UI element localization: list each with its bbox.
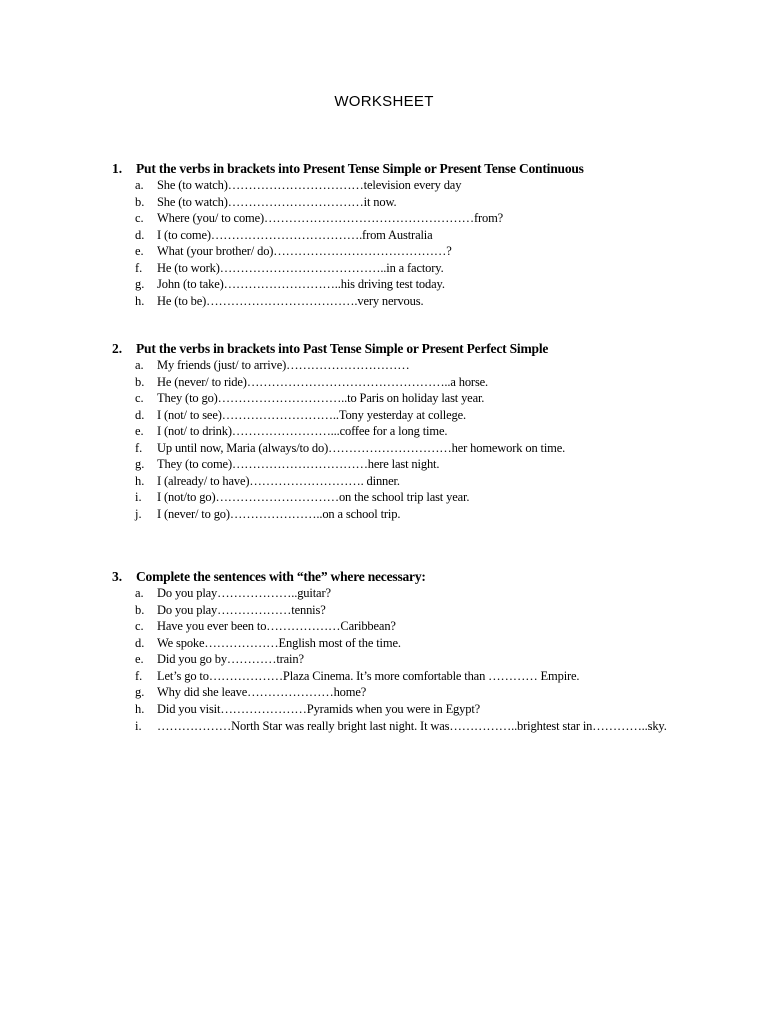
item-letter: d. xyxy=(135,407,145,422)
item-letter: g. xyxy=(135,277,145,291)
item-letter: g. xyxy=(135,685,145,699)
list-item xyxy=(112,227,682,244)
section-2 xyxy=(112,341,682,522)
item-text: I (already/ to have)………………………. dinner. xyxy=(157,473,400,488)
item-text: She (to watch)……………………………television every day xyxy=(157,178,462,192)
list-item xyxy=(112,618,682,635)
section-number: 1. xyxy=(112,161,123,176)
item-letter: a. xyxy=(135,586,144,600)
list-item xyxy=(112,293,682,310)
exercise-list xyxy=(112,357,682,522)
item-text: She (to watch)……………………………it now. xyxy=(157,194,397,209)
list-item xyxy=(112,374,682,391)
item-text: I (not/ to drink)……………………...coffee for a long time. xyxy=(157,424,448,438)
item-text: Why did she leave…………………home? xyxy=(157,685,367,699)
item-text: I (not/to go)…………………………on the school trip last year. xyxy=(157,490,470,504)
section-number: 2. xyxy=(112,341,123,356)
item-text: Do you play………………tennis? xyxy=(157,602,326,617)
section-3 xyxy=(112,569,682,736)
list-item xyxy=(112,635,682,652)
list-item xyxy=(112,473,682,490)
list-item xyxy=(112,489,682,506)
item-letter: c. xyxy=(135,619,144,633)
item-letter: b. xyxy=(135,194,145,209)
item-text: ………………North Star was really bright last night. It was……………..brightest star in…………..sky. xyxy=(157,719,667,733)
item-letter: f. xyxy=(135,440,143,455)
item-text: Did you visit…………………Pyramids when you were in Egypt? xyxy=(157,701,481,716)
item-letter: e. xyxy=(135,652,144,666)
item-text: My friends (just/ to arrive)………………………… xyxy=(157,358,410,372)
list-item xyxy=(112,717,682,736)
list-item xyxy=(112,177,682,194)
list-item xyxy=(112,423,682,440)
list-item xyxy=(112,357,682,374)
item-letter: e. xyxy=(135,244,144,258)
section-1 xyxy=(112,161,682,309)
section-heading xyxy=(112,341,682,357)
item-letter: h. xyxy=(135,473,145,488)
item-text: Where (you/ to come)……………………………………………from? xyxy=(157,211,504,225)
page-title: WORKSHEET xyxy=(334,93,434,110)
list-item xyxy=(112,276,682,293)
list-item xyxy=(112,585,682,602)
list-item xyxy=(112,602,682,619)
exercise-list xyxy=(112,177,682,309)
item-text: Let’s go to………………Plaza Cinema. It’s more comfortable than ………… Empire. xyxy=(157,668,580,683)
item-text: What (your brother/ do)……………………………………? xyxy=(157,244,452,258)
item-text: Have you ever been to………………Caribbean? xyxy=(157,619,396,633)
section-instruction: Put the verbs in brackets into Present Tense Simple or Present Tense Continuous xyxy=(136,161,584,176)
list-item xyxy=(112,506,682,523)
item-letter: i. xyxy=(135,490,142,504)
item-text: I (not/ to see)………………………..Tony yesterday at college. xyxy=(157,407,466,422)
section-instruction: Put the verbs in brackets into Past Tense Simple or Present Perfect Simple xyxy=(136,341,549,356)
item-text: They (to come)……………………………here last night. xyxy=(157,457,440,471)
item-letter: h. xyxy=(135,293,145,308)
item-letter: d. xyxy=(135,635,145,650)
item-letter: b. xyxy=(135,374,145,389)
item-text: John (to take)………………………..his driving test today. xyxy=(157,277,445,291)
item-text: Do you play………………..guitar? xyxy=(157,586,331,600)
list-item xyxy=(112,701,682,718)
item-letter: h. xyxy=(135,701,145,716)
list-item xyxy=(112,407,682,424)
list-item xyxy=(112,260,682,277)
item-text: He (to be)……………………………….very nervous. xyxy=(157,293,424,308)
item-letter: c. xyxy=(135,391,144,405)
list-item xyxy=(112,456,682,473)
section-instruction: Complete the sentences with “the” where necessary: xyxy=(136,569,426,584)
item-letter: a. xyxy=(135,178,144,192)
item-text: He (never/ to ride)…………………………………………..a horse. xyxy=(157,374,489,389)
item-letter: c. xyxy=(135,211,144,225)
item-letter: f. xyxy=(135,668,143,683)
item-text: Did you go by…………train? xyxy=(157,652,304,666)
list-item xyxy=(112,390,682,407)
item-letter: a. xyxy=(135,358,144,372)
section-heading xyxy=(112,161,682,177)
list-item xyxy=(112,194,682,211)
item-letter: f. xyxy=(135,260,143,275)
list-item xyxy=(112,651,682,668)
item-text: I (to come)……………………………….from Australia xyxy=(157,227,433,242)
item-text: He (to work)…………………………………..in a factory. xyxy=(157,260,444,275)
list-item xyxy=(112,210,682,227)
section-heading xyxy=(112,569,682,585)
list-item xyxy=(112,684,682,701)
item-text: They (to go)…………………………..to Paris on holiday last year. xyxy=(157,391,485,405)
item-text: We spoke………………English most of the time. xyxy=(157,635,401,650)
exercise-list xyxy=(112,585,682,736)
item-letter: d. xyxy=(135,227,145,242)
item-letter: e. xyxy=(135,424,144,438)
item-letter: b. xyxy=(135,602,145,617)
list-item xyxy=(112,668,682,685)
item-text: I (never/ to go)…………………..on a school trip. xyxy=(157,506,401,521)
list-item xyxy=(112,440,682,457)
section-number: 3. xyxy=(112,569,123,584)
item-text: Up until now, Maria (always/to do)…………………………her homework on time. xyxy=(157,440,566,455)
item-letter: i. xyxy=(135,719,142,733)
item-letter: j. xyxy=(135,506,142,521)
item-letter: g. xyxy=(135,457,145,471)
list-item xyxy=(112,243,682,260)
